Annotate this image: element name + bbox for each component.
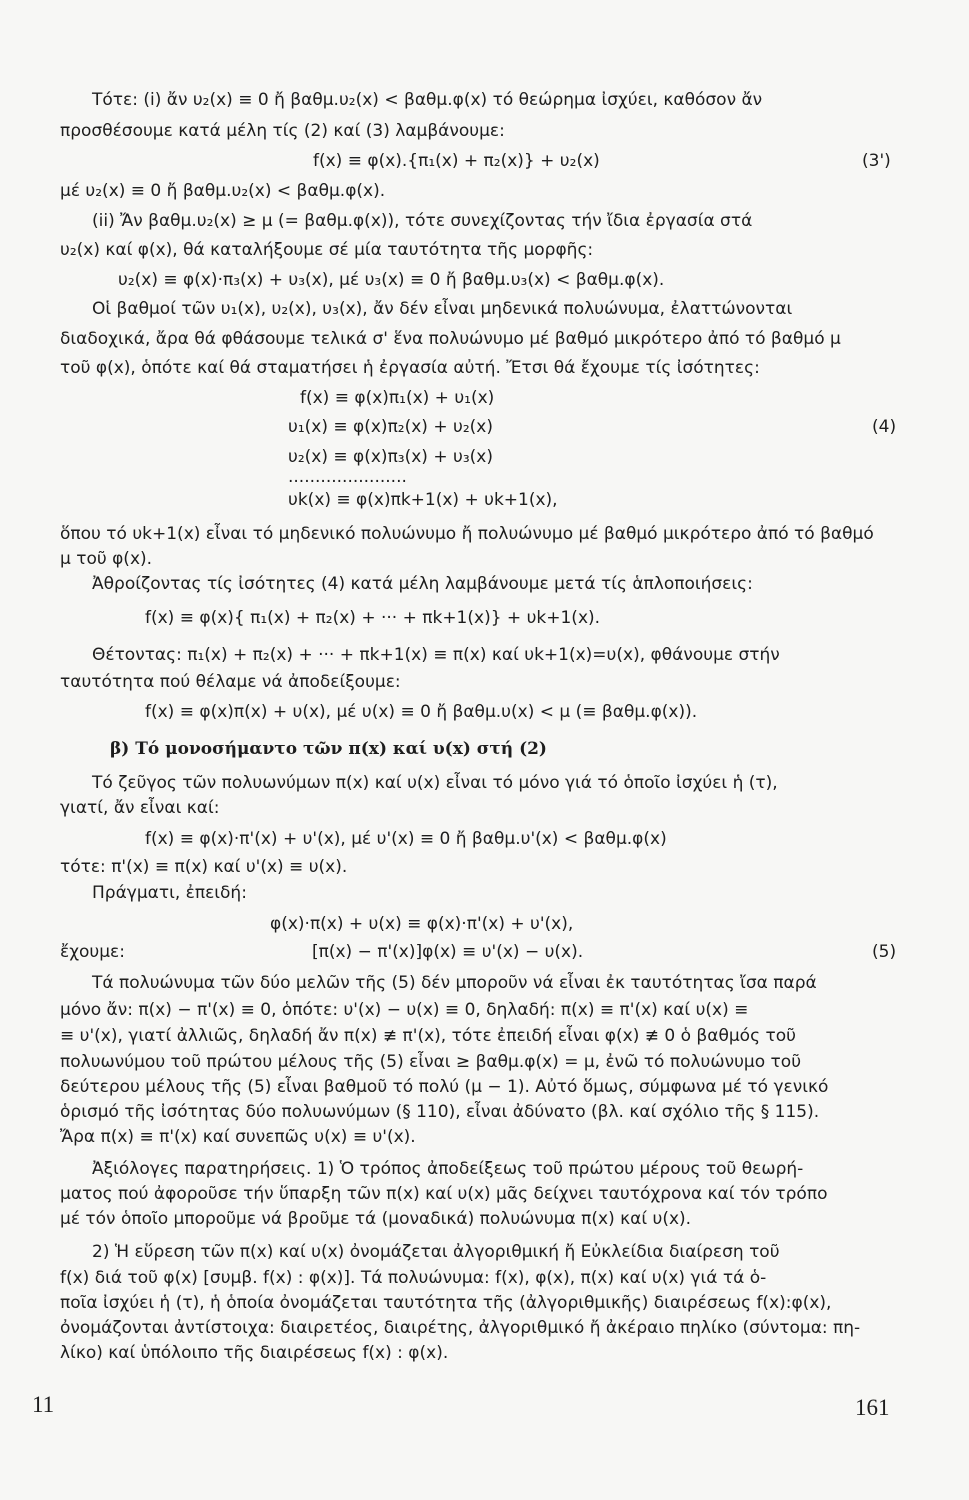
text-line: προσθέσουμε κατά μέλη τίς (2) καί (3) λαμβάνουμε: (60, 121, 505, 141)
text-line: δεύτερου μέλους τῆς (5) εἶναι βαθμοῦ τό πολύ (μ − 1). Αὐτό ὅμως, σύμφωνα μέ τό γενικό (60, 1077, 829, 1097)
text-line: Θέτοντας: π₁(x) + π₂(x) + ··· + πk+1(x) ≡ π(x) καί υk+1(x)=υ(x), φθάνουμε στήν (92, 645, 780, 665)
text-line: ὀνομάζονται ἀντίστοιχα: διαιρετέος, διαιρέτης, ἀλγοριθμικό ἤ ἀκέραιο πηλίκο (σύντομα: πη- (60, 1318, 861, 1338)
equation-line: f(x) ≡ φ(x)·π'(x) + υ'(x), μέ υ'(x) ≡ 0 ἤ βαθμ.υ'(x) < βαθμ.φ(x) (145, 829, 667, 849)
text-line: γιατί, ἄν εἶναι καί: (60, 798, 220, 818)
equation-line: υ₂(x) ≡ φ(x)·π₃(x) + υ₃(x), μέ υ₃(x) ≡ 0 ἤ βαθμ.υ₃(x) < βαθμ.φ(x). (118, 270, 665, 290)
section-heading: β) Τό μονοσήμαντο τῶν π(x) καί υ(x) στή (2) (110, 739, 547, 759)
text-line: f(x) διά τοῦ φ(x) [συμβ. f(x) : φ(x)]. Τά πολυώνυμα: f(x), φ(x), π(x) καί υ(x) γιά τά ὁ- (60, 1268, 767, 1288)
text-line: τότε: π'(x) ≡ π(x) καί υ'(x) ≡ υ(x). (60, 857, 348, 877)
equation-line: f(x) ≡ φ(x).{π₁(x) + π₂(x)} + υ₂(x) (313, 151, 600, 171)
text-line: ὁρισμό τῆς ἰσότητας δύο πολυωνύμων (§ 110), εἶναι ἀδύνατο (βλ. καί σχόλιο τῆς § 115). (60, 1102, 820, 1122)
text-line: τοῦ φ(x), ὁπότε καί θά σταματήσει ἡ ἐργασία αὐτή. Ἔτσι θά ἔχουμε τίς ἰσότητες: (60, 358, 760, 378)
equation-line: f(x) ≡ φ(x){ π₁(x) + π₂(x) + ··· + πk+1(x)} + υk+1(x). (145, 608, 601, 628)
ellipsis-line: ...................... (288, 467, 407, 487)
text-line: ματος πού ἀφοροῦσε τήν ὕπαρξη τῶν π(x) καί υ(x) μᾶς δείχνει ταυτόχρονα καί τόν τρόπο (60, 1184, 828, 1204)
text-line: μόνο ἄν: π(x) − π'(x) ≡ 0, ὁπότε: υ'(x) − υ(x) ≡ 0, δηλαδή: π(x) ≡ π'(x) καί υ(x) ≡ (60, 1000, 749, 1020)
text-line: πολυωνύμου τοῦ πρώτου μέλους τῆς (5) εἶναι ≥ βαθμ.φ(x) = μ, ἐνῶ τό πολυώνυμο τοῦ (60, 1052, 802, 1072)
text-line: (ii) Ἄν βαθμ.υ₂(x) ≥ μ (= βαθμ.φ(x)), τότε συνεχίζοντας τήν ἴδια ἐργασία στά (92, 211, 753, 231)
text-line: ὅπου τό υk+1(x) εἶναι τό μηδενικό πολυώνυμο ἤ πολυώνυμο μέ βαθμό μικρότερο ἀπό τό βαθμό (60, 524, 874, 544)
text-line: Τότε: (i) ἄν υ₂(x) ≡ 0 ἤ βαθμ.υ₂(x) < βαθμ.φ(x) τό θεώρημα ἰσχύει, καθόσον ἄν (92, 90, 763, 110)
equation-number: (5) (872, 942, 897, 962)
text-line: μ τοῦ φ(x). (60, 549, 153, 569)
equation-line: [π(x) − π'(x)]φ(x) ≡ υ'(x) − υ(x). (312, 942, 584, 962)
equation-line: υ₂(x) ≡ φ(x)π₃(x) + υ₃(x) (288, 447, 493, 467)
equation-line: f(x) ≡ φ(x)π₁(x) + υ₁(x) (300, 388, 495, 408)
text-line: Τά πολυώνυμα τῶν δύο μελῶν τῆς (5) δέν μποροῦν νά εἶναι ἐκ ταυτότητας ἴσα παρά (92, 973, 817, 993)
text-line: Ἀθροίζοντας τίς ἰσότητες (4) κατά μέλη λαμβάνουμε μετά τίς ἁπλοποιήσεις: (92, 574, 753, 594)
text-line: διαδοχικά, ἄρα θά φθάσουμε τελικά σ' ἕνα πολυώνυμο μέ βαθμό μικρότερο ἀπό τό βαθμό μ (60, 329, 841, 349)
footer-signature-number: 11 (32, 1392, 55, 1417)
text-line: Τό ζεῦγος τῶν πολυωνύμων π(x) καί υ(x) εἶναι τό μόνο γιά τό ὁποῖο ἰσχύει ἡ (τ), (92, 773, 778, 793)
text-line: Πράγματι, ἐπειδή: (92, 883, 247, 903)
text-line: μέ τόν ὁποῖο μποροῦμε νά βροῦμε τά (μοναδικά) πολυώνυμα π(x) καί υ(x). (60, 1209, 692, 1229)
equation-line: f(x) ≡ φ(x)π(x) + υ(x), μέ υ(x) ≡ 0 ἤ βαθμ.υ(x) < μ (≡ βαθμ.φ(x)). (145, 702, 698, 722)
text-line: υ₂(x) καί φ(x), θά καταλήξουμε σέ μία ταυτότητα τῆς μορφῆς: (60, 240, 594, 260)
text-line: 2) Ἡ εὕρεση τῶν π(x) καί υ(x) ὀνομάζεται ἀλγοριθμική ἤ Εὐκλείδια διαίρεση τοῦ (92, 1242, 780, 1262)
text-line: λίκο) καί ὑπόλοιπο τῆς διαιρέσεως f(x) : φ(x). (60, 1343, 449, 1363)
equation-line: υk(x) ≡ φ(x)πk+1(x) + υk+1(x), (288, 490, 558, 510)
equation-line: φ(x)·π(x) + υ(x) ≡ φ(x)·π'(x) + υ'(x), (270, 914, 574, 934)
equation-number: (3') (862, 151, 891, 171)
text-line: ≡ υ'(x), γιατί ἀλλιῶς, δηλαδή ἄν π(x) ≢ π'(x), τότε ἐπειδή εἶναι φ(x) ≢ 0 ὁ βαθμός τοῦ (60, 1026, 796, 1046)
page-number: 161 (855, 1395, 890, 1420)
text-line: ταυτότητα πού θέλαμε νά ἀποδείξουμε: (60, 672, 401, 692)
equation-line: υ₁(x) ≡ φ(x)π₂(x) + υ₂(x) (288, 417, 493, 437)
text-line: Ἀξιόλογες παρατηρήσεις. 1) Ὁ τρόπος ἀποδείξεως τοῦ πρώτου μέρους τοῦ θεωρή- (92, 1159, 804, 1179)
text-line: ποῖα ἰσχύει ἡ (τ), ἡ ὁποία ὀνομάζεται ταυτότητα τῆς (ἀλγοριθμικῆς) διαιρέσεως f(x):φ(x), (60, 1293, 832, 1313)
text-line: ἔχουμε: (60, 942, 125, 962)
text-line: Οἱ βαθμοί τῶν υ₁(x), υ₂(x), υ₃(x), ἄν δέν εἶναι μηδενικά πολυώνυμα, ἐλαττώνονται (92, 299, 793, 319)
text-line: Ἄρα π(x) ≡ π'(x) καί συνεπῶς υ(x) ≡ υ'(x). (60, 1127, 416, 1147)
equation-number: (4) (872, 417, 897, 437)
text-line: μέ υ₂(x) ≡ 0 ἤ βαθμ.υ₂(x) < βαθμ.φ(x). (60, 181, 386, 201)
